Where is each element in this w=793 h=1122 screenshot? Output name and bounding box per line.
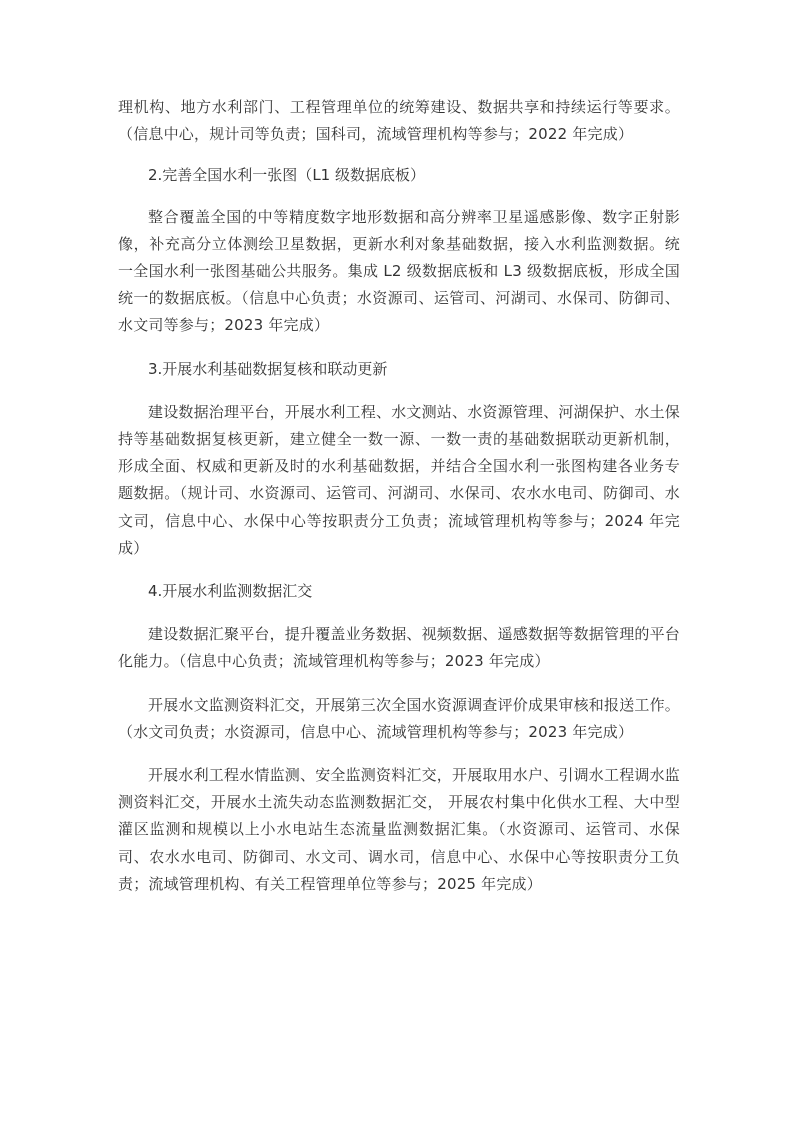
section-heading-2: 2.完善全国水利一张图（L1 级数据底板） xyxy=(148,166,425,185)
paragraph-hydrology-submission: 开展水文监测资料汇交，开展第三次全国水资源调查评价成果审核和报送工作。（水文司负责；水资源司，信息中心、流域管理机构等参与；2023 年完成） xyxy=(118,695,681,741)
paragraph-data-base-map: 整合覆盖全国的中等精度数字地形数据和高分辨率卫星遥感影像、数字正射影像，补充高分立体测绘卫星数据，更新水利对象基础数据，接入水利监测数据。统一全国水利一张图基础公共服务。集成 L2 级数据底板和 L3 级数据底板，形成全国统一的数据底板。（信息中心负责；水资源司、运管司、河湖司、水保司、防御司、水文司等参与；2023 年完成） xyxy=(118,207,680,335)
document-page xyxy=(118,94,680,914)
section-heading-3: 3.开展水利基础数据复核和联动更新 xyxy=(148,359,388,378)
paragraph-data-aggregation: 建设数据汇聚平台，提升覆盖业务数据、视频数据、遥感数据等数据管理的平台化能力。（信息中心负责；流域管理机构等参与；2023 年完成） xyxy=(118,625,681,671)
paragraph-engineering-monitoring: 开展水利工程水情监测、安全监测资料汇交，开展取用水户、引调水工程调水监测资料汇交，开展水土流失动态监测数据汇交， 开展农村集中化供水工程、大中型灌区监测和规模以上小水电站生态流量监测数据汇集。（水资源司、运管司、水保司、农水水电司、防御司、水文司、调水司，信息中心、水保中心等按职责分工负责；流域管理机构、有关工程管理单位等参与；2025 年完成） xyxy=(118,766,681,893)
section-heading-4: 4.开展水利监测数据汇交 xyxy=(148,582,313,601)
paragraph-data-governance: 建设数据治理平台，开展水利工程、水文测站、水资源管理、河湖保护、水土保持等基础数据复核更新，建立健全一数一源、一数一责的基础数据联动更新机制，形成全面、权威和更新及时的水利基础数据，并结合全国水利一张图构建各业务专题数据。（规计司、水资源司、运管司、河湖司、水保司、农水水电司、防御司、水文司，信息中心、水保中心等按职责分工负责；流域管理机构等参与；2024 年完成） xyxy=(118,402,681,557)
paragraph-continuation: 理机构、地方水利部门、工程管理单位的统筹建设、数据共享和持续运行等要求。（信息中心，规计司等负责；国科司，流域管理机构等参与；2022 年完成） xyxy=(118,98,680,144)
